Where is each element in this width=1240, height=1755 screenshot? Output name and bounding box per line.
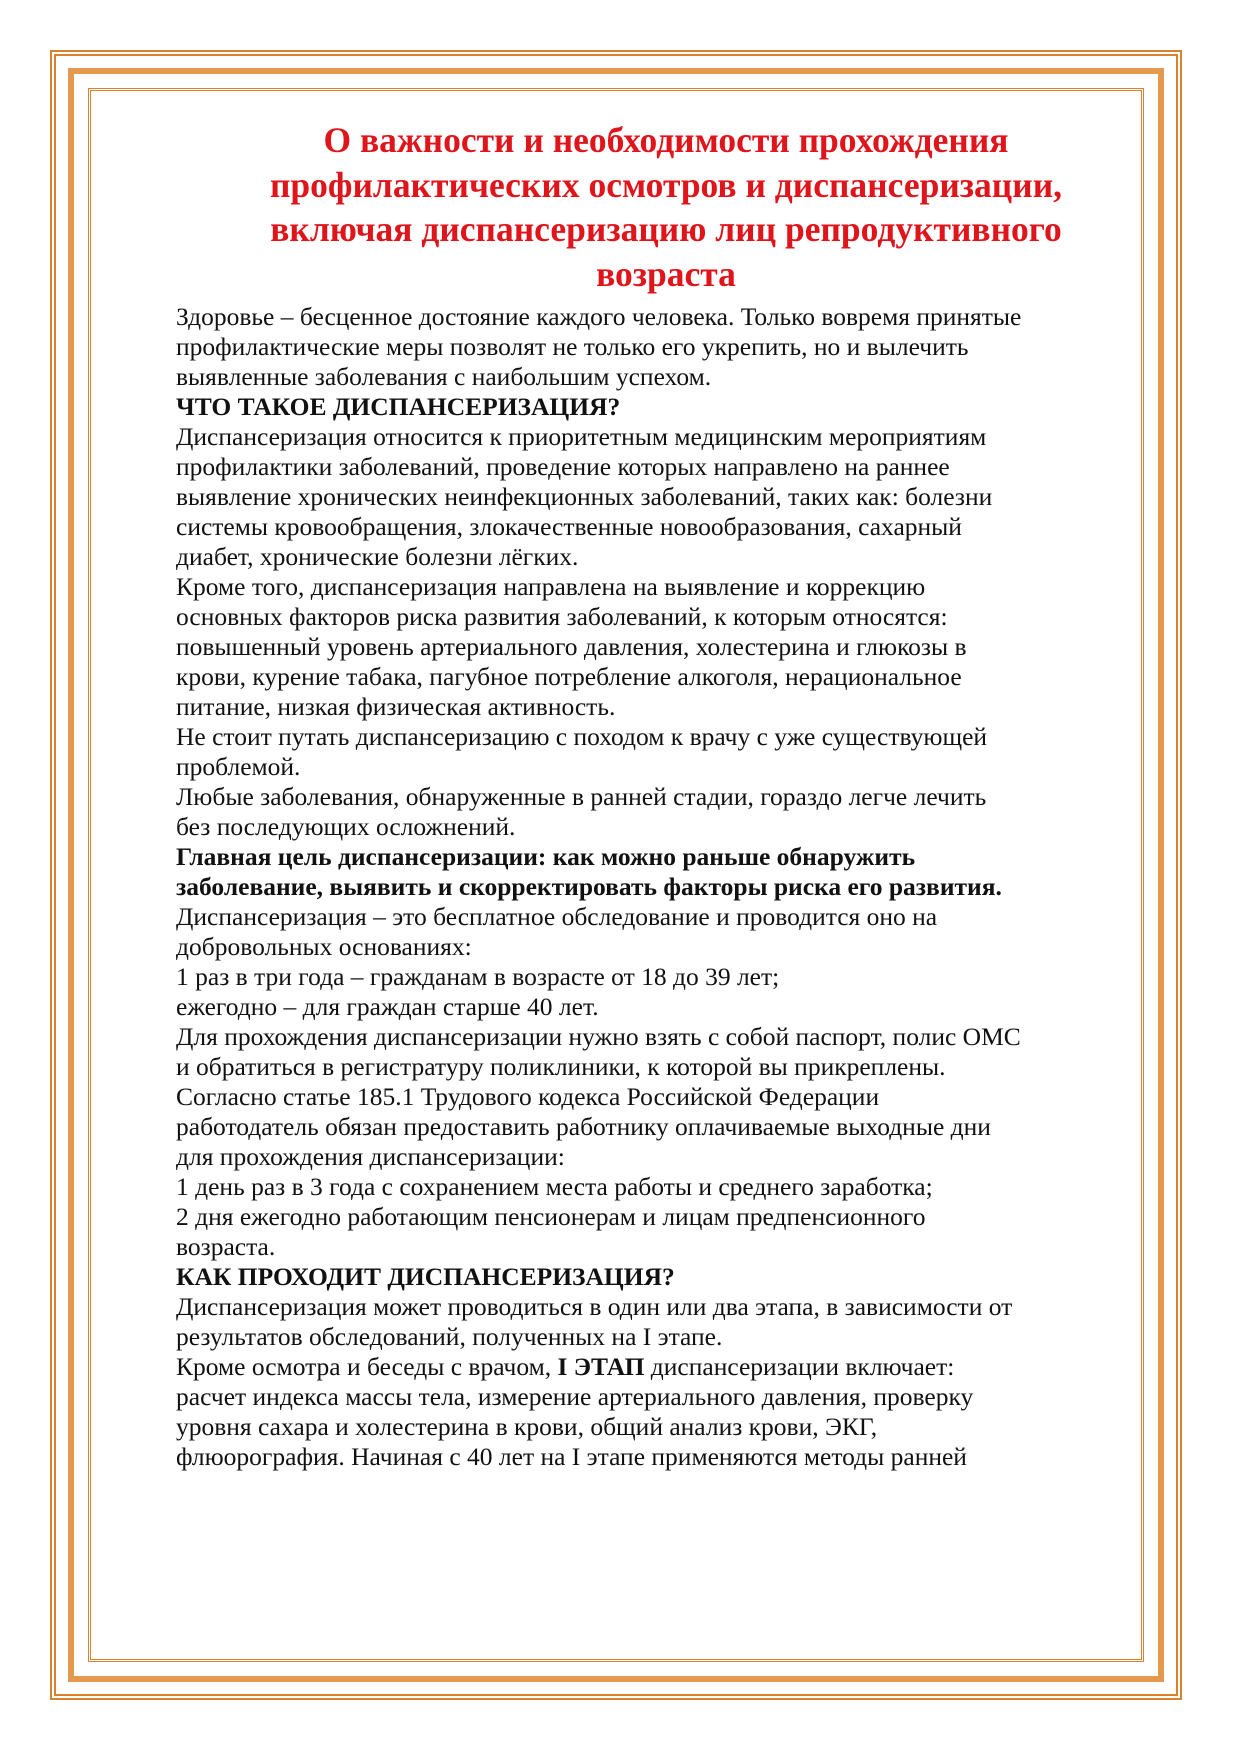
paragraph-line (176, 1352, 1156, 1382)
paragraph-line: Диспансеризация относится к приоритетным медицинским мероприятиям (176, 422, 987, 451)
section-heading-what-is: ЧТО ТАКОЕ ДИСПАНСЕРИЗАЦИЯ? (176, 392, 621, 421)
document-body (176, 302, 1156, 1472)
main-goal-line: Главная цель диспансеризации: как можно раньше обнаружить (176, 842, 916, 871)
paragraph-line: 1 день раз в 3 года с сохранением места работы и среднего заработка; (176, 1172, 933, 1201)
paragraph-line: выявление хронических неинфекционных заболеваний, таких как: болезни (176, 482, 993, 511)
paragraph-line: Диспансеризация может проводиться в один или два этапа, в зависимости от (176, 1292, 1013, 1321)
title-line: О важности и необходимости прохождения (323, 120, 1009, 160)
paragraph-text: Кроме осмотра и беседы с врачом, (176, 1352, 558, 1381)
paragraph-line: Диспансеризация – это бесплатное обследование и проводится оно на (176, 902, 938, 931)
stage-one-label: I ЭТАП (557, 1352, 645, 1381)
paragraph-line: ежегодно – для граждан старше 40 лет. (176, 992, 599, 1021)
paragraph-line: Любые заболевания, обнаруженные в ранней стадии, гораздо легче лечить (176, 782, 987, 811)
paragraph-line: 1 раз в три года – гражданам в возрасте от 18 до 39 лет; (176, 962, 780, 991)
paragraph-line: результатов обследований, полученных на I этапе. (176, 1322, 723, 1351)
paragraph-line: флюорография. Начиная с 40 лет на I этапе применяются методы ранней (176, 1442, 967, 1471)
paragraph-line: крови, курение табака, пагубное потребление алкоголя, нерациональное (176, 662, 962, 691)
paragraph-line: уровня сахара и холестерина в крови, общий анализ крови, ЭКГ, (176, 1412, 878, 1441)
paragraph-line: Для прохождения диспансеризации нужно взять с собой паспорт, полис ОМС (176, 1022, 1021, 1051)
paragraph-line: проблемой. (176, 752, 301, 781)
paragraph-line: профилактики заболеваний, проведение которых направлено на раннее (176, 452, 950, 481)
paragraph-line: выявленные заболевания с наибольшим успехом. (176, 362, 712, 391)
paragraph-line: работодатель обязан предоставить работнику оплачиваемые выходные дни (176, 1112, 991, 1141)
paragraph-text: диспансеризации включает: (644, 1352, 955, 1381)
paragraph-line: диабет, хронические болезни лёгких. (176, 542, 579, 571)
paragraph-line: системы кровообращения, злокачественные новообразования, сахарный (176, 512, 962, 541)
paragraph-line: повышенный уровень артериального давления, холестерина и глюкозы в (176, 632, 967, 661)
paragraph-line: профилактические меры позволят не только его укрепить, но и вылечить (176, 332, 969, 361)
paragraph-line: возраста. (176, 1232, 276, 1261)
paragraph-line: Не стоит путать диспансеризацию с походом к врачу с уже существующей (176, 722, 988, 751)
document-content (176, 118, 1156, 1472)
paragraph-line: и обратиться в регистратуру поликлиники, к которой вы прикреплены. (176, 1052, 946, 1081)
paragraph-line: для прохождения диспансеризации: (176, 1142, 565, 1171)
main-goal-line: заболевание, выявить и скорректировать факторы риска его развития. (176, 872, 1002, 901)
paragraph-line: добровольных основаниях: (176, 932, 472, 961)
paragraph-line: расчет индекса массы тела, измерение артериального давления, проверку (176, 1382, 974, 1411)
paragraph-line: без последующих осложнений. (176, 812, 516, 841)
paragraph-line: Согласно статье 185.1 Трудового кодекса Российской Федерации (176, 1082, 880, 1111)
paragraph-line: 2 дня ежегодно работающим пенсионерам и лицам предпенсионного (176, 1202, 926, 1231)
document-title (176, 118, 1156, 296)
paragraph-line: основных факторов риска развития заболеваний, к которым относятся: (176, 602, 948, 631)
paragraph-line: Кроме того, диспансеризация направлена на выявление и коррекцию (176, 572, 926, 601)
section-heading-how: КАК ПРОХОДИТ ДИСПАНСЕРИЗАЦИЯ? (176, 1262, 675, 1291)
paragraph-line: питание, низкая физическая активность. (176, 692, 616, 721)
title-line: профилактических осмотров и диспансеризации, (269, 164, 1063, 205)
title-line: возраста (596, 253, 736, 294)
paragraph-line: Здоровье – бесценное достояние каждого человека. Только вовремя принятые (176, 302, 1022, 331)
title-line: включая диспансеризацию лиц репродуктивного (270, 209, 1062, 249)
